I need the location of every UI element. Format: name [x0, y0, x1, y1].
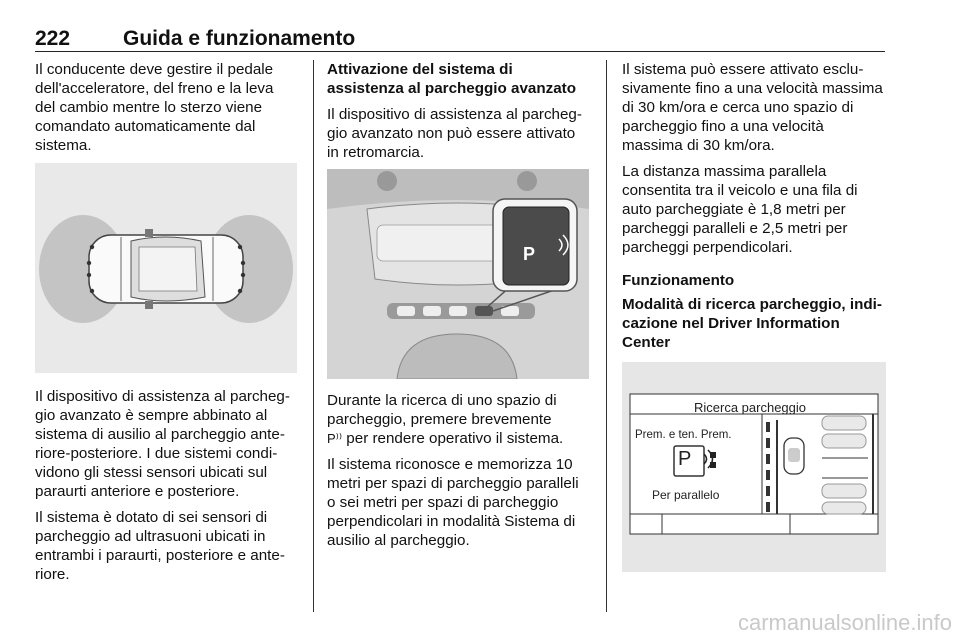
paragraph: Il dispositivo di assistenza al parcheggio avanzato è sempre abbinato al sistema di ausilio al parcheggio anteriore-posteriore. I due sistemi condividono gli stessi sensori ubicati sul paraurti anteriore e posteriore.	[35, 388, 290, 500]
dic-parallel-label: Per parallelo	[652, 488, 720, 502]
text: per rendere operativo il sistema.	[346, 430, 564, 447]
page-header	[35, 25, 885, 52]
console-figure	[327, 169, 589, 379]
page-number: 222	[35, 27, 71, 50]
page-title: Guida e funzionamento	[123, 27, 356, 50]
car-icon	[784, 438, 804, 474]
park-assist-icon: P⁾⁾	[327, 431, 343, 446]
column-2	[327, 60, 589, 557]
center-console-drawing	[327, 169, 589, 379]
car-top-view	[89, 229, 243, 309]
dic-mode-label: Prem. e ten. Prem.	[635, 429, 732, 441]
dic-display-drawing	[622, 362, 886, 572]
paragraph: Il sistema è dotato di sei sensori di parcheggio ad ultrasuoni ubicati in entrambi i paraurti, posteriore e anteriore.	[35, 509, 285, 583]
paragraph: Il sistema può essere attivato esclusivamente fino a una velocità massima di 30 km/ora e cerca uno spazio di parcheggio fino a una velocità massima di 30 km/ora.	[622, 61, 883, 154]
column-1	[35, 60, 297, 591]
paragraph: Il dispositivo di assistenza al parcheggio avanzato non può essere attivato in retromarcia.	[327, 106, 582, 161]
text: Durante la ricerca di uno spazio di parcheggio, premere brevemente	[327, 392, 557, 428]
paragraph: Il sistema riconosce e memorizza 10 metri per spazi di parcheggio paralleli o sei metri per spazi di parcheggio perpendicolari in modalità Sistema di ausilio al parcheggio.	[327, 456, 579, 549]
paragraph: Il conducente deve gestire il pedale dell'acceleratore, del freno e la leva del cambio mentre lo sterzo viene comandato automaticamente dal sistema.	[35, 61, 274, 154]
driver-information-center-figure	[622, 362, 886, 572]
park-assist-button-label: P	[523, 244, 536, 264]
parking-sensor-figure	[35, 163, 297, 373]
section-heading: Attivazione del sistema di assistenza al parcheggio avanzato	[327, 61, 576, 97]
section-heading: Funzionamento	[622, 272, 735, 289]
dic-title: Ricerca parcheggio	[694, 400, 807, 415]
column-divider	[313, 60, 314, 612]
footer-watermark: carmanualsonline.info	[737, 610, 952, 635]
column-divider	[606, 60, 607, 612]
subsection-heading: Modalità di ricerca parcheggio, indicazione nel Driver Information Center	[622, 296, 882, 351]
column-3	[622, 60, 886, 572]
paragraph	[327, 391, 589, 448]
dic-icon-label: P	[678, 448, 692, 470]
car-sensor-diagram	[35, 163, 297, 373]
paragraph: La distanza massima parallela consentita tra il veicolo e una fila di auto parcheggiate è 1,8 metri per parcheggi paralleli e 2,5 metri per parcheggi perpendicolari.	[622, 163, 858, 256]
